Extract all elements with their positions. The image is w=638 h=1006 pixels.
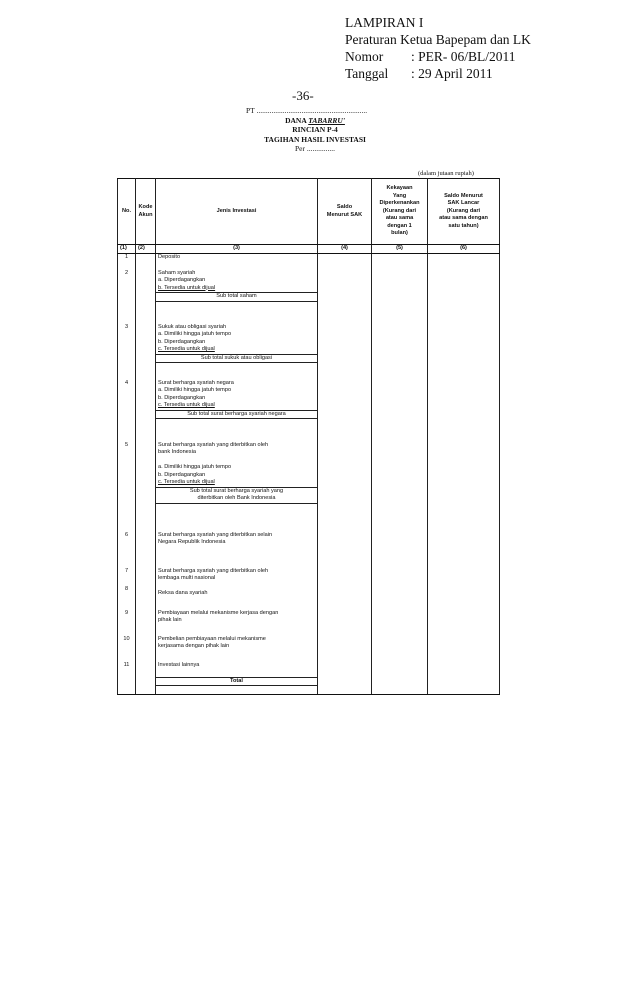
lampiran-block <box>345 14 625 82</box>
rincian-line: RINCIAN P-4 <box>292 125 338 134</box>
unit-note: (dalam jutaan rupiah) <box>418 170 474 177</box>
total-row <box>118 677 500 695</box>
company-line: PT ........................................................... <box>246 106 368 115</box>
row-label: Surat berharga syariah yang diterbitkan oleh bank Indonesia a. Dimiliki hingga jatuh tempo b. Diperdagangkan c. Tersedia untuk dijual Sub total surat berharga syariah yang diterbitkan oleh Bank Indonesia <box>156 442 318 532</box>
row-label: Surat berharga syariah yang diterbitkan selain Negara Republik Indonesia <box>156 532 318 568</box>
tanggal-label: Tanggal <box>345 66 389 81</box>
row-no: 3 <box>118 324 136 380</box>
col-lancar-header: Saldo Menurut SAK Lancar (Kurang dari atau sama dengan satu tahun) <box>428 179 500 245</box>
row-label: Saham syariah a. Diperdagangkan b. Tersedia untuk dijual Sub total saham <box>156 270 318 324</box>
tanggal-value: : 29 April 2011 <box>411 66 493 81</box>
table-row <box>118 380 500 442</box>
row-label: Surat berharga syariah yang diterbitkan oleh lembaga multi nasional <box>156 568 318 586</box>
col-number: (3) <box>156 245 318 254</box>
nomor-label: Nomor <box>345 49 384 64</box>
col-number: (6) <box>428 245 500 254</box>
row-no: 10 <box>118 636 136 662</box>
total-label: Total <box>156 677 318 695</box>
table-row <box>118 324 500 380</box>
row-label: Investasi lainnya <box>156 662 318 677</box>
table-row <box>118 442 500 532</box>
per-line: Per ............... <box>295 144 335 153</box>
table-row <box>118 568 500 586</box>
nomor-line <box>345 48 625 65</box>
col-kekayaan-header: Kekayaan Yang Diperkenankan (Kurang dari atau sama dengan 1 bulan) <box>372 179 428 245</box>
subtotal-label: Sub total surat berharga syariah negara <box>156 410 317 420</box>
row-no: 11 <box>118 662 136 677</box>
row-no: 2 <box>118 270 136 324</box>
row-label: Deposito <box>156 254 318 270</box>
row-label: Sukuk atau obligasi syariah a. Dimiliki hingga jatuh tempo b. Diperdagangkan c. Tersedia untuk dijual Sub total sukuk atau obligasi <box>156 324 318 380</box>
dana-prefix: DANA <box>285 115 309 125</box>
table-row <box>118 254 500 270</box>
row-label: Pembiayaan melalui mekanisme kerjasa dengan pihak lain <box>156 610 318 636</box>
col-number: (2) <box>136 245 156 254</box>
row-no: 8 <box>118 586 136 610</box>
row-label: Reksa dana syariah <box>156 586 318 610</box>
row-no: 9 <box>118 610 136 636</box>
subtotal-label: Sub total surat berharga syariah yang diterbitkan oleh Bank Indonesia <box>156 487 317 504</box>
dana-line <box>180 116 450 126</box>
investment-table <box>117 178 500 695</box>
subtotal-label: Sub total sukuk atau obligasi <box>156 354 317 364</box>
row-no: 6 <box>118 532 136 568</box>
column-number-row <box>118 245 500 254</box>
row-no: 1 <box>118 254 136 270</box>
row-no: 4 <box>118 380 136 442</box>
col-number: (5) <box>372 245 428 254</box>
col-number: (4) <box>318 245 372 254</box>
page-number: -36- <box>292 88 314 103</box>
col-no-header: No. <box>118 179 136 245</box>
row-no: 7 <box>118 568 136 586</box>
subtotal-label: Sub total saham <box>156 292 317 302</box>
table-row <box>118 586 500 610</box>
table-row <box>118 662 500 677</box>
nomor-value: : PER- 06/BL/2011 <box>411 49 516 64</box>
table-row <box>118 636 500 662</box>
table-row <box>118 610 500 636</box>
document-header <box>180 106 450 154</box>
col-number: (1) <box>118 245 136 254</box>
header-row <box>118 179 500 245</box>
lampiran-title: LAMPIRAN I <box>345 15 424 30</box>
col-saldo-header: Saldo Menurut SAK <box>318 179 372 245</box>
tagihan-line: TAGIHAN HASIL INVESTASI <box>264 134 366 144</box>
dana-tabarru: TABARRU' <box>308 115 345 125</box>
row-no: 5 <box>118 442 136 532</box>
tanggal-line <box>345 65 625 82</box>
row-label: Pembelian pembiayaan melalui mekanisme kerjasama dengan pihak lain <box>156 636 318 662</box>
regulation-line: Peraturan Ketua Bapepam dan LK <box>345 32 531 47</box>
row-label: Surat berharga syariah negara a. Dimiliki hingga jatuh tempo b. Diperdagangkan c. Tersedia untuk dijual Sub total surat berharga syariah negara <box>156 380 318 442</box>
table-row <box>118 532 500 568</box>
col-kode-header: Kode Akun <box>136 179 156 245</box>
col-jenis-header: Jenis Investasi <box>156 179 318 245</box>
table-row <box>118 270 500 324</box>
